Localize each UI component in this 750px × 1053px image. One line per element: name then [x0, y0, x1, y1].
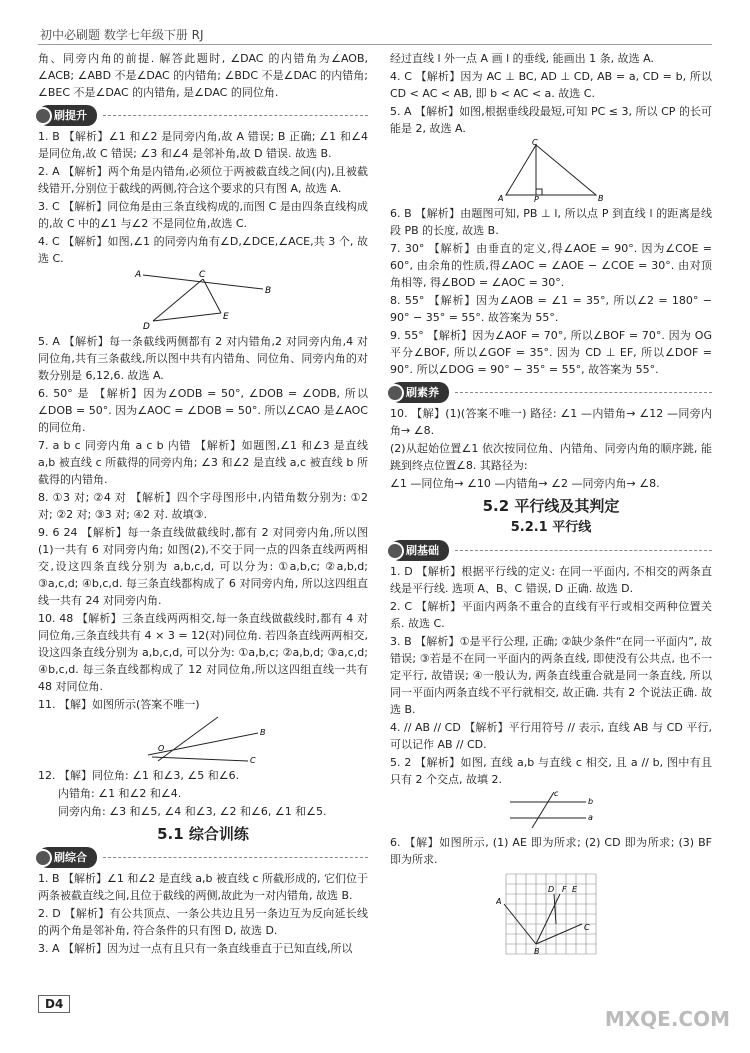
svg-text:A: A	[496, 897, 502, 906]
svg-text:C: C	[584, 923, 590, 932]
intro-text: 角、同旁内角的前提. 解答此题时, ∠DAC 的内错角为∠AOB, ∠ACB; ∠ABD 不是∠DAC 的内错角; ∠BDC 不是∠DAC 的内错角; ∠BEC 不是∠DAC 的内错角, 是∠DAC 的同位角.	[38, 52, 368, 99]
svg-text:C: C	[199, 270, 206, 280]
banner-improve-label: 刷提升	[38, 105, 97, 126]
answer-item: 5. A 【解析】每一条截线两侧都有 2 对内错角,2 对同旁内角,4 对同位角,共有三条截线,所以图中共有内错角、同位角、同旁内角的对数分别是 6,12,6. 故选 A.	[38, 335, 368, 382]
svg-text:D: D	[143, 322, 150, 331]
answer-item: 5. A 【解析】如图,根据垂线段最短,可知 PC ≤ 3, 所以 CP 的长可能是 2, 故选 A.	[390, 105, 712, 135]
svg-text:C: C	[250, 756, 256, 765]
svg-text:C: C	[532, 139, 538, 147]
answer-item: 8. 55° 【解析】因为∠AOB = ∠1 = 35°, 所以∠2 = 180° − 90° − 35° = 55°. 故答案为 55°.	[390, 294, 712, 324]
right-column	[390, 50, 712, 964]
banner-basics-label: 刷基础	[390, 540, 449, 561]
answer-item: 9. 55° 【解析】因为∠AOF = 70°, 所以∠BOF = 70°. 因为 OG 平分∠BOF, 所以∠GOF = 35°. 因为 CD ⊥ EF, 所以∠DOF = 90°. 所以∠DOG = 90° − 35° = 55°, 故答案为 55°.	[390, 329, 712, 376]
banner-literacy	[390, 382, 712, 402]
svg-text:B: B	[598, 194, 604, 203]
answer-item: 2. C 【解析】平面内两条不重合的直线有平行或相交两种位置关系. 故选 C.	[390, 600, 712, 630]
svg-text:A: A	[135, 270, 142, 280]
answer-item: 2. D 【解析】有公共顶点、一条公共边且另一条边互为反向延长线的两个角是邻补角, 符合条件的只有图 D, 故选 D.	[38, 907, 368, 937]
banner-comprehensive-label: 刷综合	[38, 847, 97, 868]
svg-text:F: F	[562, 885, 567, 894]
banner-literacy-label: 刷素养	[390, 382, 449, 403]
answer-item: 10. 【解】(1)(答案不唯一) 路径: ∠1 —内错角→ ∠12 —同旁内角→ ∠8.	[390, 407, 712, 437]
answer-item: (2)从起始位置∠1 依次按同位角、内错角、同旁内角的顺序跳, 能跳到终点位置∠8. 其路径为:	[390, 442, 712, 472]
answer-item: 10. 48 【解析】三条直线两两相交,每一条直线做截线时,都有 4 对同位角,三条直线共有 4 × 3 = 12(对)同位角. 若四条直线两两相交,设这四条直线分别为 a,b,c,d, 可以分为: ①a,b,c; ②a,b,d; ③a,c,d; ④b,c,d. 每三条直线都构成了 12 对同位角,所以这四组直线一共有 48 对同位角.	[38, 612, 368, 693]
svg-text:B: B	[260, 728, 266, 737]
header-title: 初中必刷题 数学七年级下册 RJ	[40, 28, 204, 42]
svg-text:A: A	[498, 194, 504, 203]
svg-text:c: c	[554, 790, 559, 798]
answer-item: 3. C 【解析】同位角是由三条直线构成的,而图 C 是由四条直线构成的,故 C 中的∠1 与∠2 不是同位角,故选 C.	[38, 200, 368, 230]
answer-item: 2. A 【解析】两个角是内错角,必须位于两被截直线之间(内),且被截线错开,分别位于截线的两侧,符合这个要求的只有图 A, 故选 A.	[38, 165, 368, 195]
figure-parallel-lines	[506, 790, 596, 832]
answer-item: 1. D 【解析】根据平行线的定义: 在同一平面内, 不相交的两条直线是平行线. 选项 A、B、C 错误, D 正确. 故选 D.	[390, 565, 712, 595]
figure-intersecting-lines	[138, 715, 268, 765]
svg-text:D: D	[548, 885, 555, 894]
page-header	[0, 0, 750, 40]
section-title: 5.2 平行线及其判定	[482, 497, 620, 515]
answer-item: 9. 6 24 【解析】每一条直线做截线时,都有 2 对同旁内角,所以图(1)一共有 6 对同旁内角; 如图(2),不交于同一点的四条直线两两相交,设这四条直线分别为 a,b,c,d, 可以分为: ①a,b,c; ②a,b,d; ③a,c,d; ④b,c,d. 每三条直线都构成了 6 对同旁内角, 所以这四组直线一共有 24 对同旁内角.	[38, 526, 368, 607]
answer-item: 7. a b c 同旁内角 a c b 内错 【解析】如题图,∠1 和∠3 是直线 a,b 被直线 c 所截得的同旁内角; ∠3 和∠2 是直线 a,c 被直线 b 所截得的内错角.	[38, 439, 368, 486]
banner-basics	[390, 540, 712, 560]
answer-item: 1. B 【解析】∠1 和∠2 是同旁内角,故 A 错误; B 正确; ∠1 和∠4 是同位角,故 C 错误; ∠3 和∠4 是邻补角,故 D 错误. 故选 B.	[38, 130, 368, 160]
answer-item: 5. 2 【解析】如图, 直线 a,b 与直线 c 相交, 且 a // b, 图中有且只有 2 个交点, 故填 2.	[390, 756, 712, 786]
banner-improve	[38, 105, 368, 125]
svg-text:P: P	[534, 195, 539, 203]
banner-comprehensive	[38, 847, 368, 867]
answer-item: 4. C 【解析】因为 AC ⊥ BC, AD ⊥ CD, AB = a, CD = b, 所以 CD < AC < AB, 即 b < AC < a. 故选 C.	[390, 70, 712, 100]
answer-item: 6. 【解】如图所示, (1) AE 即为所求; (2) CD 即为所求; (3) BF 即为所求.	[390, 836, 712, 866]
answer-item: 8. ①3 对; ②4 对 【解析】四个字母图形中,内错角数分别为: ①2 对; ②2 对; ③3 对; ④2 对. 故填③.	[38, 491, 368, 521]
svg-text:E: E	[223, 312, 229, 322]
subsection-title: 5.2.1 平行线	[510, 520, 592, 535]
figure-grid	[496, 870, 606, 962]
figure-triangle-ace	[133, 269, 273, 331]
svg-text:a: a	[588, 813, 593, 822]
svg-text:O: O	[158, 744, 165, 753]
header-divider	[38, 44, 712, 45]
answer-item: 同旁内角: ∠3 和∠5, ∠4 和∠3, ∠2 和∠6, ∠1 和∠5.	[58, 805, 327, 818]
answer-item: 3. A 【解析】因为过一点有且只有一条直线垂直于已知直线,所以	[38, 942, 353, 955]
left-column	[38, 50, 368, 958]
answer-item: 12. 【解】同位角: ∠1 和∠3, ∠5 和∠6.	[38, 769, 240, 782]
watermark: MXQE.COM	[604, 1007, 730, 1031]
svg-text:B: B	[265, 286, 272, 296]
answer-item: 1. B 【解析】∠1 和∠2 是直线 a,b 被直线 c 所截形成的, 它们位于两条被截直线之间,且位于截线的两侧,故此为一对内错角, 故选 B.	[38, 872, 368, 902]
answer-item: 经过直线 l 外一点 A 画 l 的垂线, 能画出 1 条, 故选 A.	[390, 52, 654, 65]
svg-text:E: E	[572, 885, 578, 894]
answer-item: 6. 50° 是 【解析】因为∠ODB = 50°, ∠DOB = ∠ODB, 所以∠DOB = 50°. 因为∠AOC = ∠DOB = 50°. 所以∠CAO 是∠AOC 的同位角.	[38, 387, 368, 434]
answer-item: 内错角: ∠1 和∠2 和∠4.	[58, 787, 182, 800]
svg-text:b: b	[588, 797, 594, 806]
answer-item: 3. B 【解析】①是平行公理, 正确; ②缺少条件“在同一平面内”, 故错误; ③若是不在同一平面内的两条直线, 即使没有公共点, 也不一定平行, 故错误; ④一般认为, 两条直线重合就是同一条直线, 所以同一平面内两条直线不平行就相交, 故正确. 共有 2 个说法正确. 故选 B.	[390, 635, 712, 716]
figure-right-triangle	[496, 139, 606, 203]
answer-item: 6. B 【解析】由题图可知, PB ⊥ l, 所以点 P 到直线 l 的距离是线段 PB 的长度, 故选 B.	[390, 207, 712, 237]
answer-item: ∠1 —同位角→ ∠10 —内错角→ ∠2 —同旁内角→ ∠8.	[390, 477, 660, 490]
answer-item: 4. // AB // CD 【解析】平行用符号 // 表示, 直线 AB 与 CD 平行, 可以记作 AB // CD.	[390, 721, 712, 751]
svg-text:B: B	[534, 947, 540, 956]
section-title: 5.1 综合训练	[157, 825, 249, 843]
answer-item: 4. C 【解析】如图,∠1 的同旁内角有∠D,∠DCE,∠ACE,共 3 个, 故选 C.	[38, 235, 368, 265]
answer-item: 11. 【解】如图所示(答案不唯一)	[38, 698, 200, 711]
answer-item: 7. 30° 【解析】由垂直的定义,得∠AOE = 90°. 因为∠COE = 60°, 由余角的性质,得∠AOC = ∠AOE − ∠COE = 30°. 由对顶角相等, 得∠BOD = ∠AOC = 30°.	[390, 242, 712, 289]
page-number: D4	[38, 995, 70, 1013]
